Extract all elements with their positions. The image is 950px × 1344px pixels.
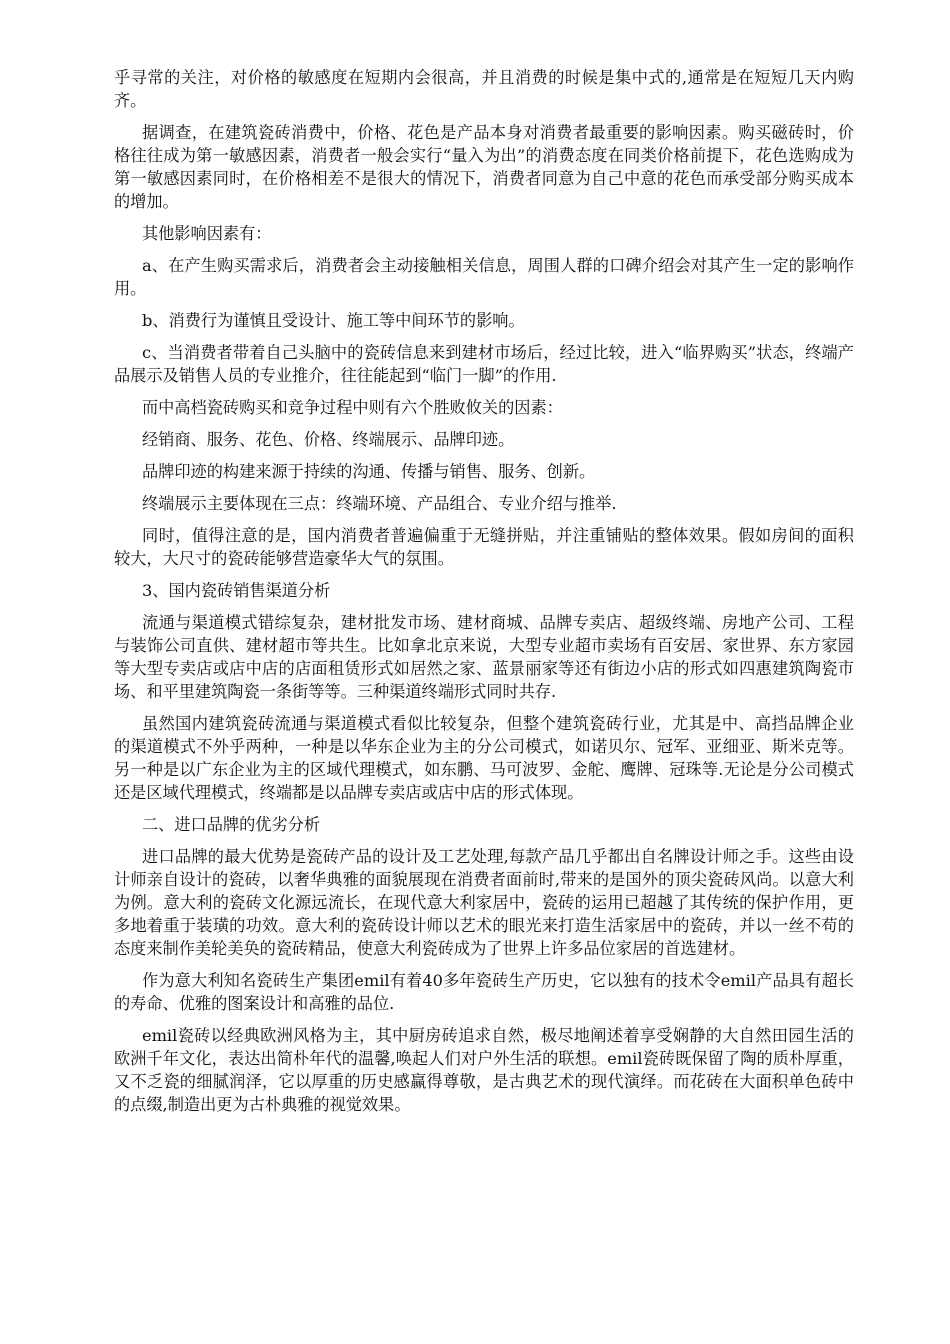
paragraph-factor-b: b、消费行为谨慎且受设计、施工等中间环节的影响。: [142, 311, 525, 330]
paragraph-emil-style: emil瓷砖以经典欧洲风格为主，其中厨房砖追求自然，极尽地阐述着享受娴静的大自然田园生活的欧洲千年文化，表达出简朴年代的温馨,唤起人们对户外生活的联想。emil瓷砖既保留了陶的质朴厚重，又不乏瓷的细腻润泽，它以厚重的历史感赢得尊敬，是古典艺术的现代演绎。而花砖在大面积单色砖中的点缀,制造出更为古朴典雅的视觉效果。: [114, 1026, 854, 1114]
paragraph-emil-intro: 作为意大利知名瓷砖生产集团emil有着40多年瓷砖生产历史，它以独有的技术令emil产品具有超长的寿命、优雅的图案设计和高雅的品位.: [114, 971, 854, 1013]
paragraph-channel-modes: 流通与渠道模式错综复杂，建材批发市场、建材商城、品牌专卖店、超级终端、房地产公司、工程与装饰公司直供、建材超市等共生。比如拿北京来说，大型专业超市卖场有百安居、家世界、东方家园等大型专卖店或店中店的店面租赁形式如居然之家、蓝景丽家等还有街边小店的形式如四惠建筑陶瓷市场、和平里建筑陶瓷一条街等等。三种渠道终端形式同时共存.: [114, 613, 854, 701]
paragraph-six-factors-list: 经销商、服务、花色、价格、终端展示、品牌印迹。: [142, 430, 515, 449]
paragraph-price-pattern-factors: 据调查，在建筑瓷砖消费中，价格、花色是产品本身对消费者最重要的影响因素。购买磁砖时，价格往往成为第一敏感因素，消费者一般会实行“量入为出”的消费态度在同类价格前提下，花色选购成为第一敏感因素同时，在价格相差不是很大的情况下，消费者同意为自己中意的花色而承受部分购买成本的增加。: [114, 123, 854, 211]
paragraph-import-advantages: 进口品牌的最大优势是瓷砖产品的设计及工艺处理,每款产品几乎都出自名牌设计师之手。这些由设计师亲自设计的瓷砖，以奢华典雅的面貌展现在消费者面前时,带来的是国外的顶尖瓷砖风尚。以意大利为例。意大利的瓷砖文化源远流长，在现代意大利家居中，瓷砖的运用已超越了其传统的保护作用，更多地着重于装璜的功效。意大利的瓷砖设计师以艺术的眼光来打造生活家居中的瓷砖，并以一丝不苟的态度来制作美轮美奂的瓷砖精品，使意大利瓷砖成为了世界上许多品位家居的首选建材。: [114, 847, 854, 958]
paragraph-terminal-display: 终端展示主要体现在三点：终端环境、产品组合、专业介绍与推举.: [142, 494, 617, 513]
paragraph-factor-a: a、在产生购买需求后，消费者会主动接触相关信息，周围人群的口碑介绍会对其产生一定的影响作用。: [114, 256, 854, 298]
paragraph-channel-models: 虽然国内建筑瓷砖流通与渠道模式看似比较复杂，但整个建筑瓷砖行业，尤其是中、高挡品牌企业的渠道模式不外乎两种，一种是以华东企业为主的分公司模式，如诺贝尔、冠军、亚细亚、斯米克等。另一种是以广东企业为主的区域代理模式，如东鹏、马可波罗、金舵、鹰牌、冠珠等.无论是分公司模式还是区域代理模式，终端都是以品牌专卖店或店中店的形式体现。: [114, 714, 854, 802]
paragraph-other-factors-heading: 其他影响因素有：: [142, 224, 272, 243]
section-heading-sales-channels: 3、国内瓷砖销售渠道分析: [142, 581, 331, 600]
paragraph-factor-c: c、当消费者带着自己头脑中的瓷砖信息来到建材市场后，经过比较，进入“临界购买”状态，终端产品展示及销售人员的专业推介，往往能起到“临门一脚”的作用.: [114, 343, 854, 385]
paragraph-six-factors: 而中高档瓷砖购买和竞争过程中则有六个胜败攸关的因素：: [142, 398, 563, 417]
paragraph-seamless-tiling: 同时，值得注意的是，国内消费者普遍偏重于无缝拼贴，并注重铺贴的整体效果。假如房间的面积较大，大尺寸的瓷砖能够营造豪华大气的氛围。: [114, 526, 854, 568]
document-body: [114, 66, 854, 1125]
paragraph-brand-imprint: 品牌印迹的构建来源于持续的沟通、传播与销售、服务、创新。: [142, 462, 596, 481]
section-heading-import-brands: 二、进口品牌的优劣分析: [142, 815, 321, 834]
paragraph-continued: 乎寻常的关注，对价格的敏感度在短期内会很高，并且消费的时候是集中式的,通常是在短短几天内购齐。: [114, 68, 854, 110]
